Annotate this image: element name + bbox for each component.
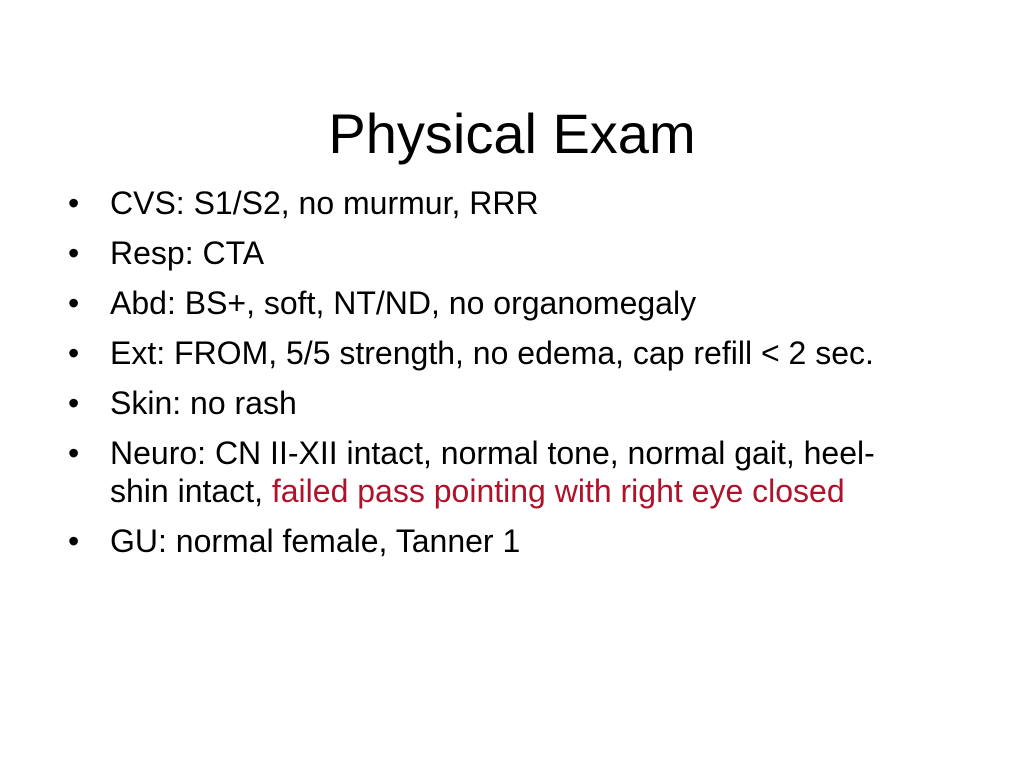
bullet-list: [68, 184, 928, 572]
bullet-dot-icon: •: [68, 185, 80, 221]
bullet-dot-icon: •: [68, 435, 80, 471]
bullet-text: Ext: FROM, 5/5 strength, no edema, cap refill < 2 sec.: [110, 335, 874, 371]
bullet-item-abd: [68, 284, 928, 322]
bullet-dot-icon: •: [68, 385, 80, 421]
bullet-text: Resp: CTA: [110, 235, 265, 271]
bullet-item-resp: [68, 234, 928, 272]
bullet-text: Skin: no rash: [110, 385, 297, 421]
bullet-dot-icon: •: [68, 335, 80, 371]
bullet-item-ext: [68, 334, 928, 372]
bullet-text-main: Neuro: CN II-XII intact, normal tone, normal gait, heel-shin intact,: [110, 435, 875, 509]
bullet-text: [110, 435, 875, 509]
bullet-dot-icon: •: [68, 285, 80, 321]
bullet-text: GU: normal female, Tanner 1: [110, 523, 521, 559]
slide-title: Physical Exam: [328, 102, 696, 165]
bullet-text: CVS: S1/S2, no murmur, RRR: [110, 185, 539, 221]
bullet-text: Abd: BS+, soft, NT/ND, no organomegaly: [110, 285, 697, 321]
bullet-text-highlight: failed pass pointing with right eye closed: [271, 473, 845, 509]
bullet-item-skin: [68, 384, 928, 422]
bullet-item-gu: [68, 522, 928, 560]
bullet-item-cvs: [68, 184, 928, 222]
bullet-dot-icon: •: [68, 523, 80, 559]
bullet-dot-icon: •: [68, 235, 80, 271]
bullet-item-neuro: [68, 434, 928, 510]
